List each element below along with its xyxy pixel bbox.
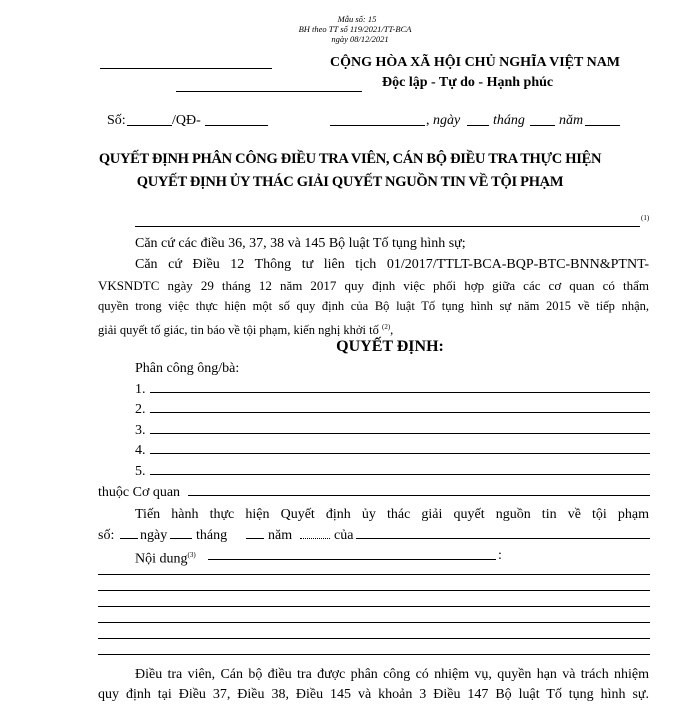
assignee-number-4: 4.	[135, 443, 146, 458]
number-label: Số:	[107, 113, 126, 128]
content-label-text: Nội dung	[135, 551, 188, 567]
place-blank[interactable]	[330, 125, 425, 126]
closing-line-2: quy định tại Điều 37, Điều 38, Điều 145 và khoản 3 Điều 147 Bộ luật Tố tụng hình sự.	[98, 687, 649, 702]
basis-line-3: VKSNDTC ngày 29 tháng 12 năm 2017 quy định việc phối hợp giữa các cơ quan có thẩm	[98, 278, 649, 293]
nation-heading: CỘNG HÒA XÃ HỘI CHỦ NGHĨA VIỆT NAM	[330, 55, 621, 70]
date-nam: năm	[559, 113, 584, 128]
content-blank-5[interactable]	[98, 638, 650, 639]
closing-line-1: Điều tra viên, Cán bộ điều tra được phân công có nhiệm vụ, quyền hạn và trách nhiệm	[135, 667, 649, 682]
execution-cua: của	[334, 528, 354, 543]
assignee-number-3: 3.	[135, 423, 146, 438]
month-blank[interactable]	[530, 125, 555, 126]
agency-blank[interactable]	[188, 495, 650, 496]
content-blank-6[interactable]	[98, 654, 650, 655]
document-title-line-1: QUYẾT ĐỊNH PHÂN CÔNG ĐIỀU TRA VIÊN, CÁN BỘ ĐIỀU TRA THỰC HIỆN	[98, 151, 602, 167]
execution-number-blank[interactable]	[120, 538, 138, 539]
basis-line-5-text: giải quyết tố giác, tin báo về tội phạm, kiến nghị khởi tố	[98, 323, 379, 338]
date-ngay: ngày	[433, 113, 461, 128]
assign-label: Phân công ông/bà:	[135, 361, 240, 376]
basis-line-4: quyền trong việc thực hiện một số quy định của Bộ luật Tố tụng hình sự năm 2015 về tiếp nhận,	[98, 299, 649, 313]
content-colon: :	[498, 548, 502, 563]
date-thang: tháng	[493, 113, 525, 128]
form-circular: BH theo TT số 119/2021/TT-BCA	[298, 24, 412, 34]
assignee-blank-2[interactable]	[150, 412, 650, 413]
basis-line-1: Căn cứ các điều 36, 37, 38 và 145 Bộ luật Tố tụng hình sự;	[135, 236, 466, 251]
execution-ngay: ngày	[140, 528, 168, 543]
assignee-blank-5[interactable]	[150, 474, 650, 475]
content-blank-3[interactable]	[98, 606, 650, 607]
form-number: Mẫu số: 15	[337, 14, 377, 24]
content-label	[135, 545, 196, 570]
content-blank-inline[interactable]	[208, 559, 496, 560]
agency-blank-1[interactable]	[100, 68, 272, 69]
decision-heading: QUYẾT ĐỊNH:	[336, 338, 444, 355]
basis-line-5-end: ,	[390, 323, 394, 338]
footnote-3: (3)	[187, 551, 196, 559]
content-blank-1[interactable]	[98, 574, 650, 575]
year-blank[interactable]	[585, 125, 620, 126]
footnote-1: (1)	[641, 214, 650, 222]
execution-day-blank[interactable]	[170, 538, 192, 539]
execution-issuer-blank[interactable]	[356, 538, 650, 539]
agency-label: thuộc Cơ quan	[98, 485, 181, 500]
execution-so: số:	[98, 528, 115, 543]
assignee-number-2: 2.	[135, 402, 146, 417]
form-date: ngày 08/12/2021	[331, 34, 389, 44]
execution-thang: tháng	[196, 528, 228, 543]
number-blank[interactable]	[127, 125, 172, 126]
content-blank-4[interactable]	[98, 622, 650, 623]
execution-line-1: Tiến hành thực hiện Quyết định ủy thác giải quyết nguồn tin về tội phạm	[135, 507, 649, 522]
form-reference	[0, 14, 700, 44]
execution-nam: năm	[268, 528, 293, 543]
assignee-blank-1[interactable]	[150, 392, 650, 393]
basis-line-2: Căn cứ Điều 12 Thông tư liên tịch 01/2017/TTLT-BCA-BQP-BTC-BNN&PTNT-	[135, 257, 649, 272]
execution-year-blank[interactable]	[300, 538, 330, 539]
motto: Độc lập - Tự do - Hạnh phúc	[382, 75, 554, 90]
content-blank-2[interactable]	[98, 590, 650, 591]
agency-blank-2[interactable]	[176, 91, 362, 92]
day-blank[interactable]	[467, 125, 489, 126]
authority-blank[interactable]	[135, 226, 640, 227]
document-title-line-2: QUYẾT ĐỊNH ỦY THÁC GIẢI QUYẾT NGUỒN TIN VỀ TỘI PHẠM	[136, 174, 564, 190]
assignee-number-5: 5.	[135, 464, 146, 479]
assignee-blank-3[interactable]	[150, 433, 650, 434]
footnote-2: (2)	[382, 323, 391, 331]
assignee-blank-4[interactable]	[150, 453, 650, 454]
assignee-number-1: 1.	[135, 382, 146, 397]
execution-month-blank[interactable]	[246, 538, 264, 539]
place-comma: ,	[426, 113, 430, 128]
qd-label: /QĐ-	[172, 113, 201, 128]
qd-blank[interactable]	[205, 125, 268, 126]
